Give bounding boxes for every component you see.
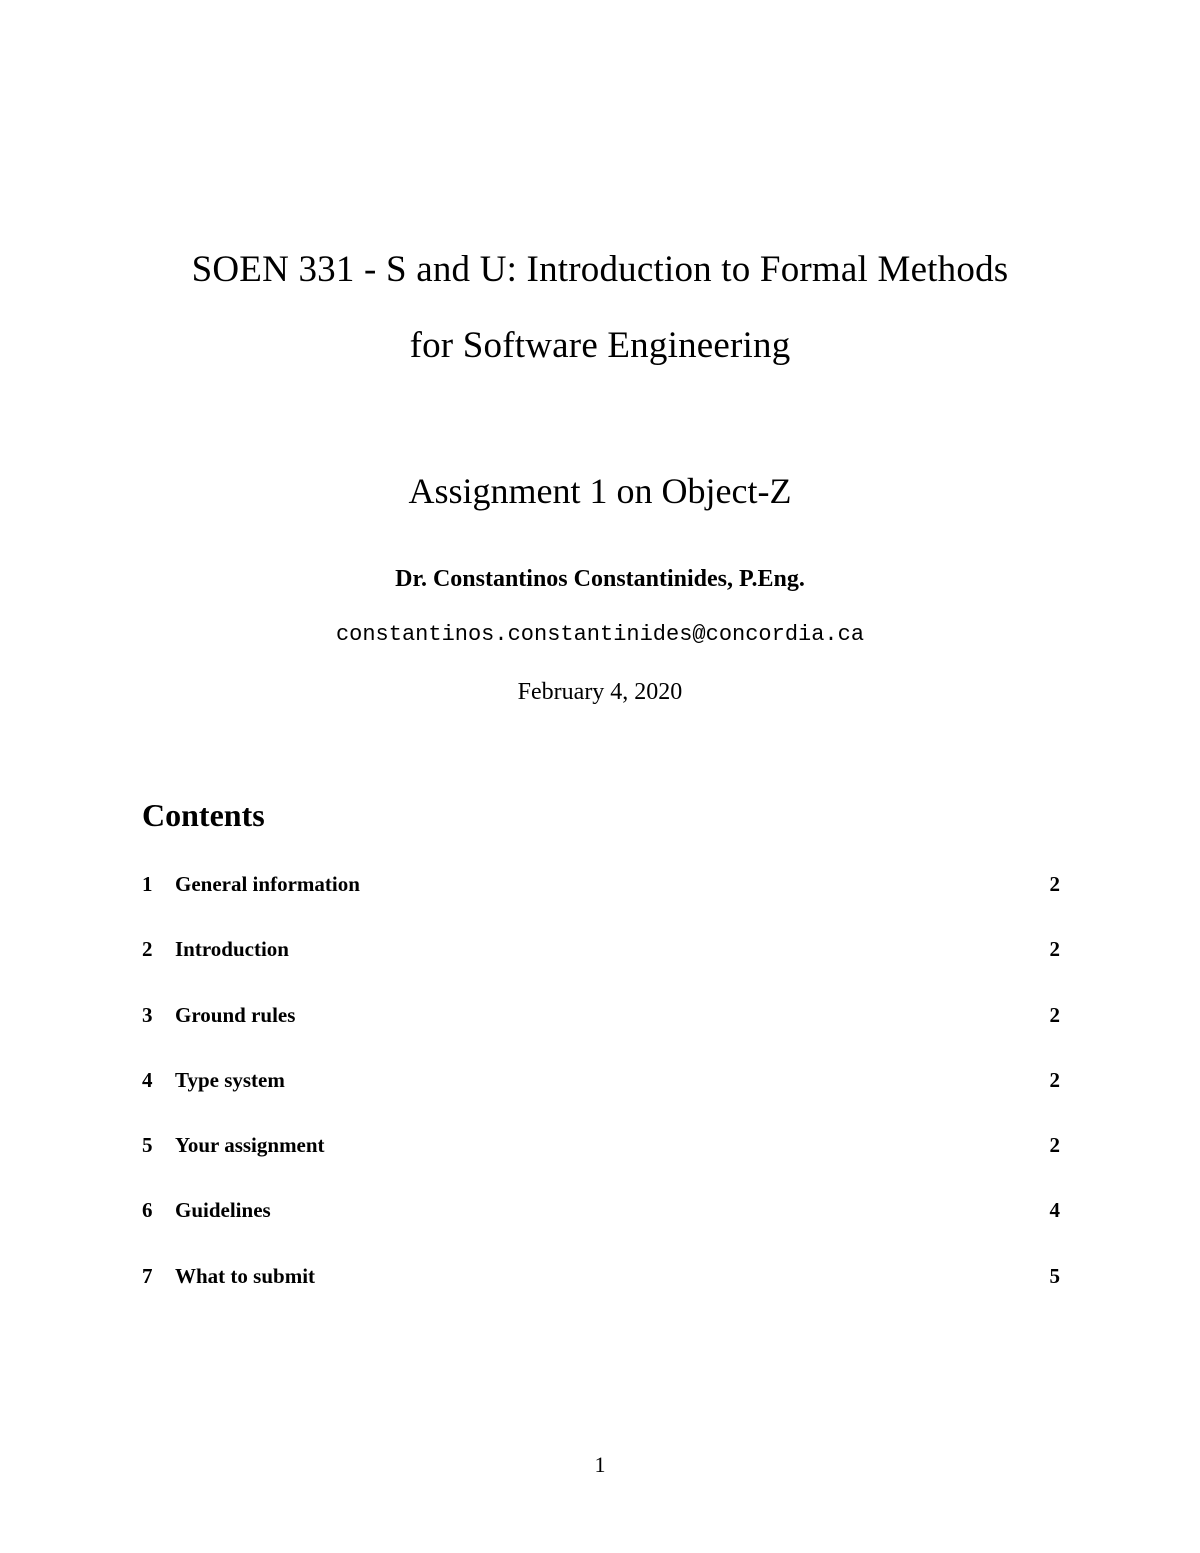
toc-entry-title: Ground rules <box>175 1002 296 1027</box>
toc-entry-number: 1 <box>142 872 153 896</box>
toc-entry-title: General information <box>175 872 360 896</box>
toc-entry-title: Type system <box>175 1067 285 1092</box>
toc-entry-page: 2 <box>1049 1067 1060 1092</box>
author-name: Dr. Constantinos Constantinides, P.Eng. <box>395 566 805 592</box>
toc-entry-page: 2 <box>1049 937 1060 962</box>
author-email: constantinos.constantinides@concordia.ca <box>335 622 865 647</box>
toc-entry-page: 2 <box>1049 1002 1060 1027</box>
toc-entry-number: 6 <box>142 1198 153 1223</box>
contents-heading: Contents <box>142 797 265 833</box>
toc-entry-page: 2 <box>1049 1133 1060 1158</box>
toc-entry-page: 5 <box>1049 1263 1060 1288</box>
page-number: 1 <box>594 1452 606 1477</box>
toc-entry[interactable] <box>142 1068 1060 1133</box>
toc-entry-title: Guidelines <box>175 1198 271 1223</box>
document-title-line-2: for Software Engineering <box>409 325 791 366</box>
toc-entry[interactable] <box>142 937 1060 1002</box>
toc-entry-page: 4 <box>1049 1198 1060 1223</box>
toc-entry-number: 3 <box>142 1002 153 1027</box>
toc-entry[interactable] <box>142 1198 1060 1263</box>
document-subtitle: Assignment 1 on Object-Z <box>408 471 792 511</box>
toc-entry-number: 5 <box>142 1133 153 1158</box>
document-title-line-1: SOEN 331 - S and U: Introduction to Formal Methods <box>191 249 1009 290</box>
toc-entry[interactable] <box>142 1003 1060 1068</box>
toc-entry[interactable] <box>142 1264 1060 1329</box>
toc-entry-number: 2 <box>142 937 153 962</box>
document-date: February 4, 2020 <box>517 679 683 705</box>
toc-entry[interactable] <box>142 872 1060 937</box>
toc-entry-title: Your assignment <box>175 1133 325 1158</box>
toc-entry[interactable] <box>142 1133 1060 1198</box>
toc-entry-page: 2 <box>1049 872 1060 896</box>
toc-entry-number: 4 <box>142 1067 153 1092</box>
toc-entry-title: Introduction <box>175 937 289 962</box>
toc-entry-number: 7 <box>142 1263 153 1288</box>
table-of-contents <box>142 872 1060 1329</box>
toc-entry-title: What to submit <box>175 1263 316 1288</box>
